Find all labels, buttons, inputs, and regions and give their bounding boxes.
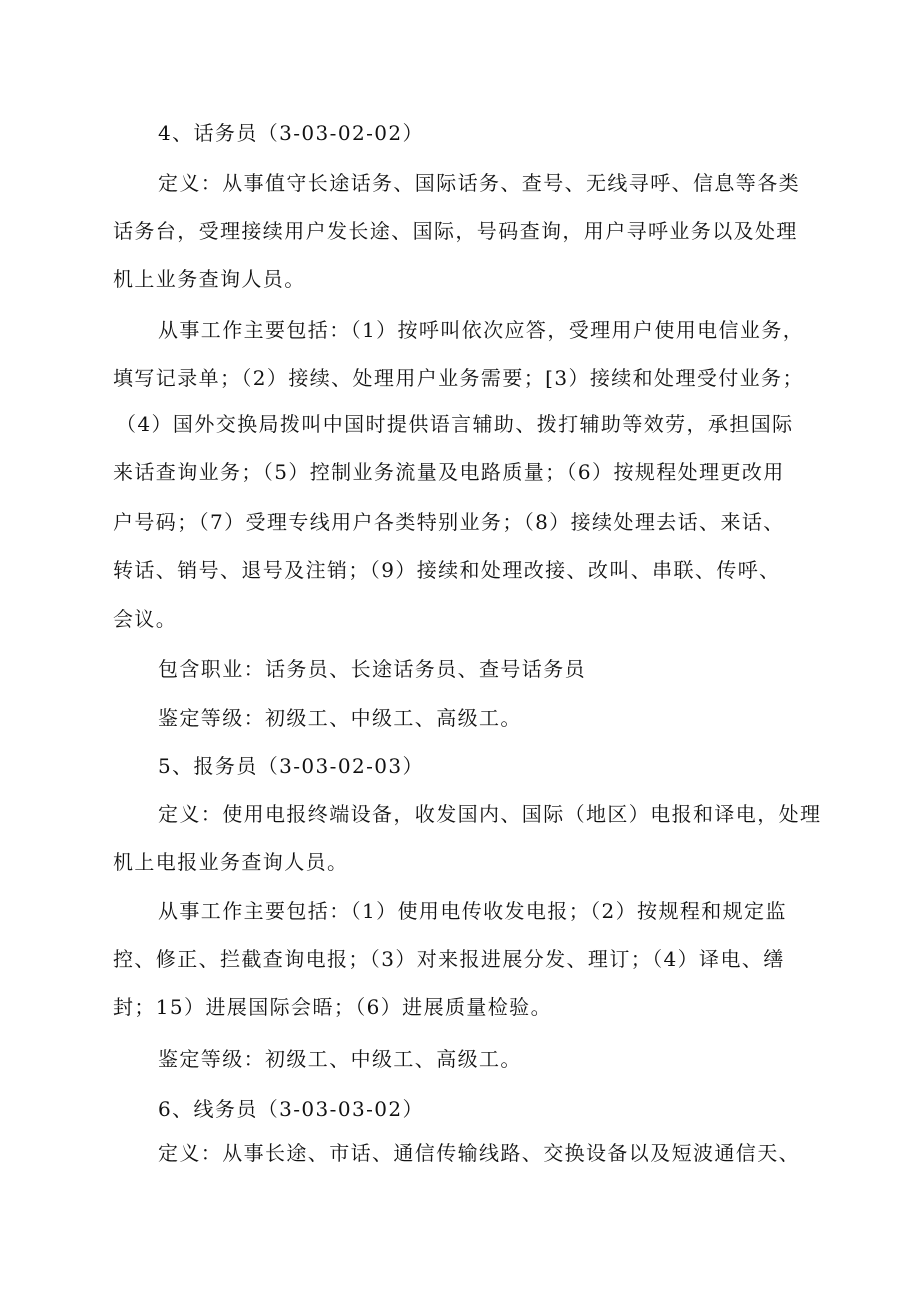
- work-line: 封；15）进展国际会晤；（6）进展质量检验。: [113, 995, 552, 1019]
- definition-line: 定义：使用电报终端设备，收发国内、国际（地区）电报和译电，处理: [158, 802, 822, 826]
- work-line: （4）国外交换局拨叫中国时提供语言辅助、拨打辅助等效劳，承担国际: [116, 412, 794, 436]
- occupations-line: 包含职业：话务员、长途话务员、查号话务员: [158, 657, 586, 681]
- work-line: 来话查询业务；（5）控制业务流量及电路质量；（6）按规程处理更改用: [113, 460, 785, 484]
- section-heading-4: 4、话务员（3-03-02-02）: [158, 121, 424, 145]
- definition-line: 定义：从事长途、市话、通信传输线路、交换设备以及短波通信天、: [158, 1141, 800, 1165]
- work-line: 转话、销号、退号及注销；（9）接续和处理改接、改叫、串联、传呼、: [113, 558, 781, 582]
- grade-line: 鉴定等级：初级工、中级工、高级工。: [158, 1047, 522, 1071]
- definition-line: 话务台，受理接续用户发长途、国际，号码查询，用户寻呼业务以及处理: [113, 219, 798, 243]
- work-line: 从事工作主要包括：（1）使用电传收发电报；（2）按规程和规定监: [158, 899, 787, 923]
- work-line: 填写记录单；（2）接续、处理用户业务需要；[3）接续和处理受付业务；: [113, 366, 804, 390]
- definition-line: 机上业务查询人员。: [113, 267, 306, 291]
- grade-line: 鉴定等级：初级工、中级工、高级工。: [158, 706, 522, 730]
- work-line: 从事工作主要包括：（1）按呼叫依次应答，受理用户使用电信业务，: [158, 318, 805, 342]
- work-line: 会议。: [113, 607, 178, 631]
- work-line: 户号码；（7）受理专线用户各类特别业务；（8）接续处理去话、来话、: [113, 510, 785, 534]
- section-heading-5: 5、报务员（3-03-02-03）: [158, 754, 424, 778]
- definition-line: 定义：从事值守长途话务、国际话务、查号、无线寻呼、信息等各类: [158, 171, 800, 195]
- work-line: 控、修正、拦截查询电报；（3）对来报进展分发、理订；（4）译电、缮: [113, 947, 785, 971]
- section-heading-6: 6、线务员（3-03-03-02）: [158, 1097, 424, 1121]
- definition-line: 机上电报业务查询人员。: [113, 850, 349, 874]
